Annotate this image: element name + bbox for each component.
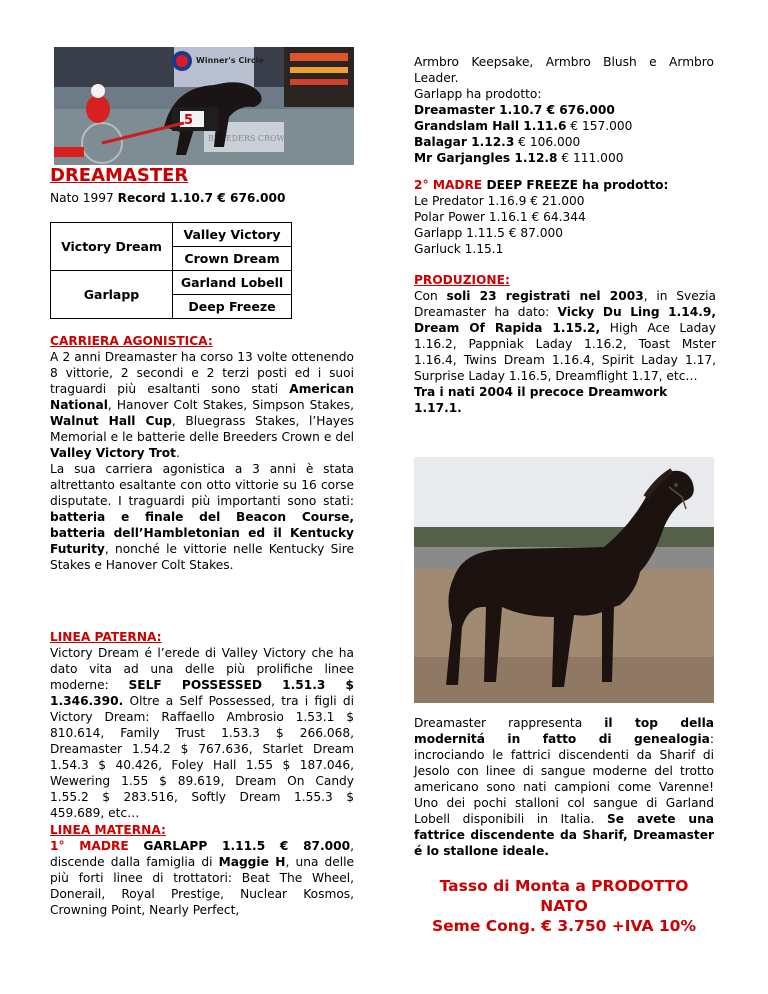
sire-cell: Victory Dream <box>51 223 173 271</box>
breeders-crown-banner: BREEDERS CROWN <box>208 134 292 143</box>
prodotto-item: Grandslam Hall 1.11.6 € 157.000 <box>414 119 633 133</box>
carriera-paragraph-2: La sua carriera agonistica a 3 anni è stata altrettanto esaltante con otto vittorie su 16 corse disputate. I traguardi più importanti sono stati: batteria e finale del Beacon Course, batteria dell’Hambletonian ed il Kentucky Futurity, nonché le vittorie nelle Kentucky Sire Stakes e Hanover Colt Stakes. <box>50 462 354 572</box>
seconda-madre-block <box>414 177 714 257</box>
chiusura-paragraph: Dreamaster rappresenta il top della modernitá in fatto di genealogia: incrociando le fattrici discendenti da Sharif di Jesolo con linee di sangue moderne del trotto americano sono nati campioni come Varenne! Uno dei pochi stalloni col sangue di Garland Lobell disponibili in Italia. Se avete una fattrice discendente da Sharif, Dreamaster é lo stallone ideale. <box>414 716 714 858</box>
garlapp-prodotto-label: Garlapp ha prodotto: <box>414 87 542 101</box>
materna-title: LINEA MATERNA: <box>50 823 166 837</box>
record: Record 1.10.7 € 676.000 <box>117 191 286 205</box>
produzione-section <box>414 272 716 416</box>
carriera-title: CARRIERA AGONISTICA: <box>50 334 213 348</box>
horse-photo <box>414 457 714 703</box>
tasso-line-2: Seme Cong. € 3.750 +IVA 10% <box>432 917 696 935</box>
carriera-paragraph-1: A 2 anni Dreamaster ha corso 13 volte ottenendo 8 vittorie, 2 secondi e 2 terzi posti ed i suoi traguardi più esaltanti sono stati American National, Hanover Colt Stakes, Simpson Stakes, Walnut Hall Cup, Bluegrass Stakes, l’Hayes Memorial e le batterie delle Breeders Crown e del Valley Victory Trot. <box>50 350 354 460</box>
tasso-line-1: Tasso di Monta a PRODOTTO NATO <box>439 877 689 915</box>
seconda-madre-line: Garluck 1.15.1 <box>414 242 504 256</box>
tasso-di-monta <box>414 876 714 936</box>
carriera-section <box>50 333 354 573</box>
svg-text:5: 5 <box>184 113 194 128</box>
prodotto-item: Balagar 1.12.3 € 106.000 <box>414 135 581 149</box>
materna-section <box>50 822 354 918</box>
racing-photo <box>54 47 354 165</box>
produzione-dreamwork: Tra i nati 2004 il precoce Dreamwork 1.17.1. <box>414 385 668 415</box>
sire-dam-cell: Crown Dream <box>173 247 292 271</box>
produzione-paragraph: Con soli 23 registrati nel 2003, in Svezia Dreamaster ha dato: Vicky Du Ling 1.14.9, Dream Of Rapida 1.15.2, High Ace Laday 1.16.2, Pappniak Laday 1.16.2, Toast Mster 1.16.4, Twins Dream 1.16.4, Spirit Laday 1.17, Surprise Laday 1.16.5, Dreamflight 1.17, etc… <box>414 289 716 383</box>
right-top-block <box>414 54 714 166</box>
dam-cell: Garlapp <box>51 271 173 319</box>
seconda-madre-line: Le Predator 1.16.9 € 21.000 <box>414 194 585 208</box>
dam-sire-cell: Garland Lobell <box>173 271 292 295</box>
materna-paragraph: 1° MADRE GARLAPP 1.11.5 € 87.000, discende dalla famiglia di Maggie H, una delle più forti linee di trottatori: Beat The Wheel, Donerail, Royal Prestige, Nuclear Kosmos, Crowning Point, Nearly Perfect, <box>50 839 355 917</box>
prodotto-item: Mr Garjangles 1.12.8 € 111.000 <box>414 151 624 165</box>
sire-sire-cell: Valley Victory <box>173 223 292 247</box>
seconda-madre-line: Polar Power 1.16.1 € 64.344 <box>414 210 586 224</box>
seconda-madre-line: Garlapp 1.11.5 € 87.000 <box>414 226 564 240</box>
paterna-paragraph: Victory Dream é l’erede di Valley Victory che ha dato vita ad una delle più prolifiche linee moderne: SELF POSSESSED 1.51.3 $ 1.346.390. Oltre a Self Possessed, tra i figli di Victory Dream: Raffaello Ambrosio 1.53.1 $ 810.614, Family Trust 1.53.3 $ 266.068, Dreamaster 1.54.2 $ 767.636, Starlet Dream 1.54.3 $ 40.426, Foley Hall 1.55 $ 187.046, Wewering 1.55 $ 89.619, Dream On Candy 1.55.2 $ 283.516, Softly Dream 1.55.3 $ 459.689, etc… <box>50 646 354 820</box>
prodotto-item: Dreamaster 1.10.7 € 676.000 <box>414 103 615 117</box>
produzione-title: PRODUZIONE: <box>414 273 510 287</box>
horse-name-title: DREAMASTER <box>50 165 189 186</box>
winners-circle-sign: Winner's Circle <box>196 56 264 65</box>
paterna-section <box>50 629 354 821</box>
pedigree-table <box>50 222 292 319</box>
chiusura-section <box>414 715 714 859</box>
dam-dam-cell: Deep Freeze <box>173 295 292 319</box>
paterna-title: LINEA PATERNA: <box>50 630 162 644</box>
seconda-madre-heading: 2° MADRE DEEP FREEZE ha prodotto: <box>414 178 669 192</box>
birth-record <box>50 190 350 206</box>
birth-year: Nato 1997 <box>50 191 118 205</box>
continuation-text: Armbro Keepsake, Armbro Blush e Armbro Leader. <box>414 55 714 85</box>
